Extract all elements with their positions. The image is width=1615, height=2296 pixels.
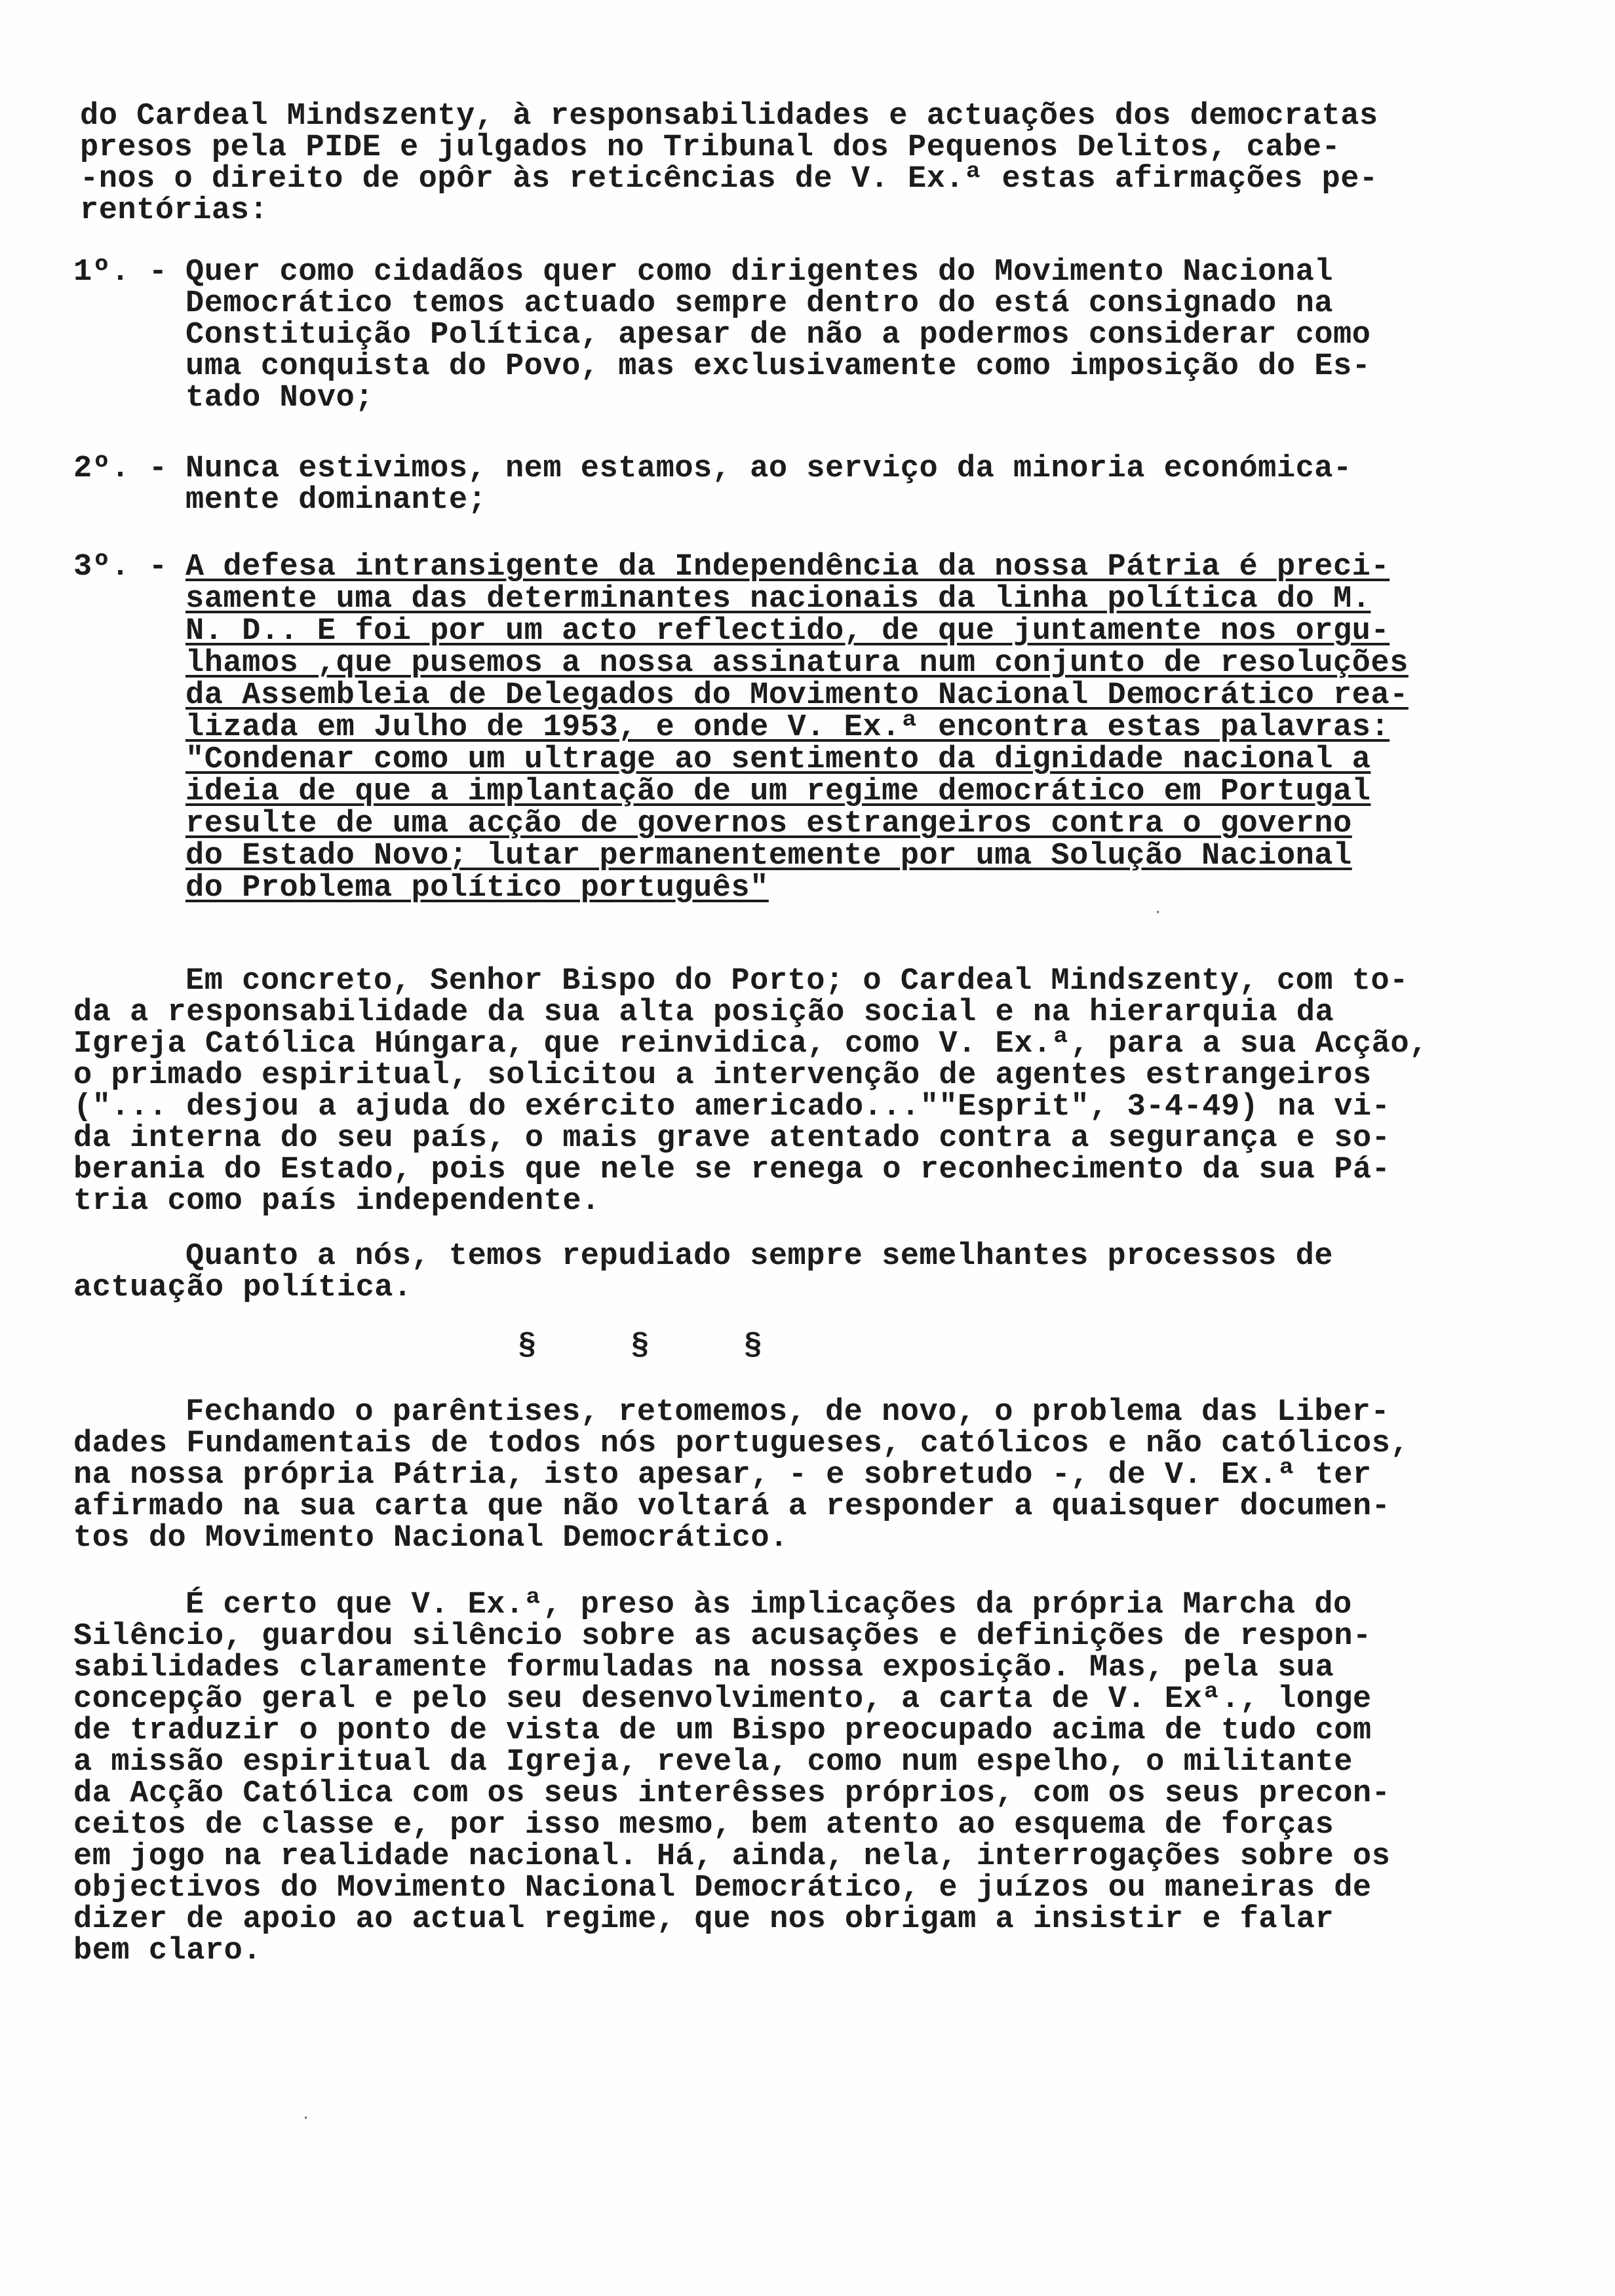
paragraph-line: afirmado na sua carta que não voltará a responder a quaisquer documen- [73,1489,1391,1524]
point-line-underlined: "Condenar como um ultrage ao sentimento da dignidade nacional a [185,742,1371,777]
paragraph-line: Quanto a nós, temos repudiado sempre semelhantes processos de [185,1239,1333,1274]
paragraph-line: Igreja Católica Húngara, que reinvidica, como V. Ex.ª, para a sua Acção, [73,1027,1428,1062]
point-line: mente dominante; [185,483,487,518]
point-line: Quer como cidadãos quer como dirigentes do Movimento Nacional [185,255,1333,290]
paragraph-line: a missão espiritual da Igreja, revela, como num espelho, o militante [73,1745,1353,1780]
paragraph-line: Em concreto, Senhor Bispo do Porto; o Cardeal Mindszenty, com to- [185,964,1409,999]
intro-line: presos pela PIDE e julgados no Tribunal dos Pequenos Delitos, cabe- [80,130,1341,165]
point-line-underlined: resulte de uma acção de governos estrangeiros contra o governo [185,807,1352,841]
paragraph-line: ceitos de classe e, por isso mesmo, bem atento ao esquema de forças [73,1808,1334,1843]
point-line-underlined: da Assembleia de Delegados do Movimento Nacional Democrático rea- [185,678,1409,713]
paragraph-line: na nossa própria Pátria, isto apesar, - e sobretudo -, de V. Ex.ª ter [73,1458,1372,1493]
paragraph-line: actuação política. [73,1271,412,1305]
point-line: Democrático temos actuado sempre dentro do está consignado na [185,286,1333,321]
paragraph-line: objectivos do Movimento Nacional Democrático, e juízos ou maneiras de [73,1871,1372,1905]
point-line-underlined: lizada em Julho de 1953, e onde V. Ex.ª encontra estas palavras: [185,710,1390,745]
paragraph-line: em jogo na realidade nacional. Há, ainda, nela, interrogações sobre os [73,1839,1391,1874]
point-number: 1º. - [73,255,168,290]
point-line-underlined: ideia de que a implantação de um regime democrático em Portugal [185,775,1371,809]
paragraph-line: tos do Movimento Nacional Democrático. [73,1521,788,1556]
paragraph-line: de traduzir o ponto de vista de um Bispo preocupado acima de tudo com [73,1713,1372,1748]
scan-speck: · [302,2110,311,2126]
scan-speck: · [1154,904,1163,921]
paragraph-line: tria como país independente. [73,1184,600,1219]
point-line-underlined: A defesa intransigente da Independência da nossa Pátria é preci- [185,550,1390,584]
point-line-underlined: do Problema político português" [185,871,769,906]
paragraph-line: da interna do seu país, o mais grave atentado contra a segurança e so- [73,1121,1391,1156]
point-line-underlined: lhamos ,que pusemos a nossa assinatura num conjunto de resoluções [185,646,1409,681]
paragraph-line: da Acção Católica com os seus interêsses próprios, com os seus precon- [73,1776,1391,1811]
paragraph-line: sabilidades claramente formuladas na nossa exposição. Mas, pela sua [73,1651,1334,1685]
point-line: Constituição Política, apesar de não a podermos considerar como [185,318,1371,353]
point-line: tado Novo; [185,381,374,415]
point-line-underlined: do Estado Novo; lutar permanentemente por uma Solução Nacional [185,839,1352,873]
point-line: Nunca estivimos, nem estamos, ao serviço da minoria económica- [185,451,1352,486]
paragraph-line: bem claro. [73,1934,262,1968]
point-line-underlined: N. D.. E foi por um acto reflectido, de que juntamente nos orgu- [185,614,1390,649]
paragraph-line: ("... desjou a ajuda do exército americado...""Esprit", 3-4-49) na vi- [73,1090,1391,1124]
paragraph-line: Silêncio, guardou silêncio sobre as acusações e definições de respon- [73,1619,1372,1654]
point-line: uma conquista do Povo, mas exclusivamente como imposição do Es- [185,349,1371,384]
paragraph-line: dizer de apoio ao actual regime, que nos obrigam a insistir e falar [73,1902,1334,1937]
paragraph-line: concepção geral e pelo seu desenvolvimento, a carta de V. Exª., longe [73,1682,1372,1717]
section-separator: § § § [518,1330,763,1364]
point-line-underlined: samente uma das determinantes nacionais da linha política do M. [185,582,1371,617]
paragraph-line: dades Fundamentais de todos nós portugueses, católicos e não católicos, [73,1426,1410,1461]
intro-line: do Cardeal Mindszenty, à responsabilidades e actuações dos democratas [80,99,1378,134]
paragraph-line: berania do Estado, pois que nele se renega o reconhecimento da sua Pá- [73,1153,1391,1187]
paragraph-line: É certo que V. Ex.ª, preso às implicações da própria Marcha do [185,1588,1352,1622]
point-number: 3º. - [73,550,168,584]
point-number: 2º. - [73,451,168,486]
intro-line: rentórias: [80,193,269,228]
paragraph-line: o primado espiritual, solicitou a intervenção de agentes estrangeiros [73,1058,1372,1093]
paragraph-line: Fechando o parêntises, retomemos, de novo, o problema das Liber- [185,1395,1390,1430]
paragraph-line: da a responsabilidade da sua alta posição social e na hierarquia da [73,995,1334,1030]
intro-line: -nos o direito de opôr às reticências de V. Ex.ª estas afirmações pe- [80,162,1378,197]
